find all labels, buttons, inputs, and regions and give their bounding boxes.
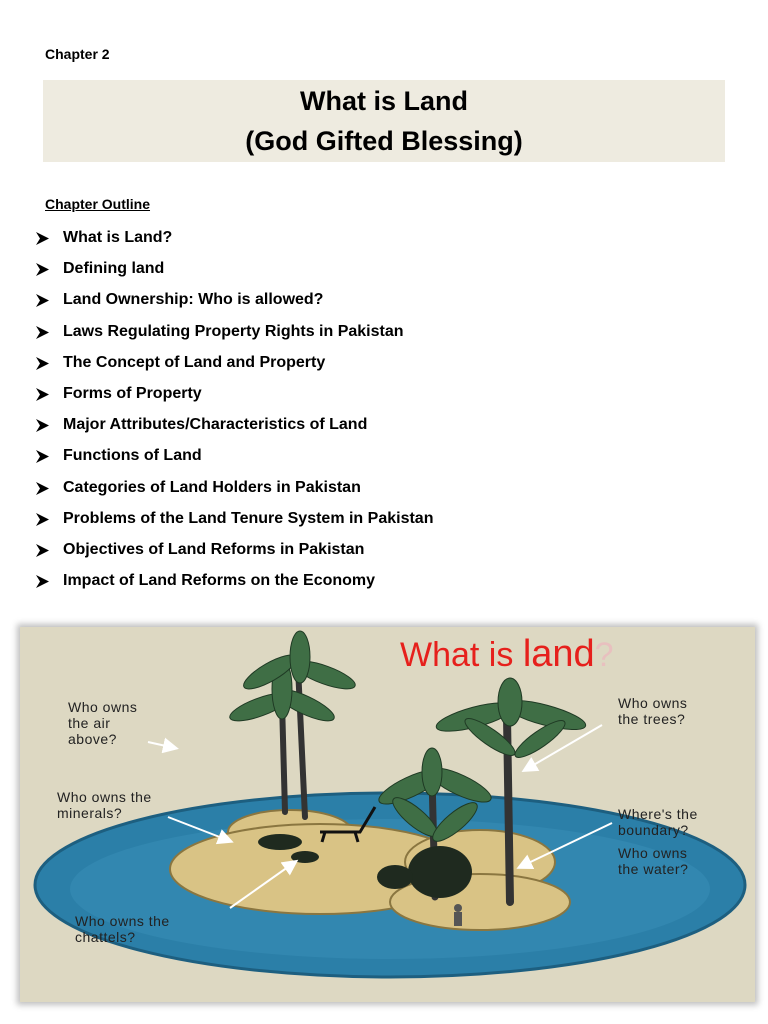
label-water: Who owns the water? bbox=[618, 845, 689, 877]
label-trees: Who owns the trees? bbox=[618, 695, 688, 727]
arrow-bullet-icon bbox=[36, 291, 63, 312]
list-item-label: Defining land bbox=[63, 260, 165, 278]
person-figure bbox=[454, 904, 462, 926]
list-item bbox=[36, 229, 433, 260]
page-subtitle: (God Gifted Blessing) bbox=[245, 126, 523, 156]
list-item-label: Impact of Land Reforms on the Economy bbox=[63, 572, 376, 590]
figure-title-mark: ? bbox=[594, 636, 614, 674]
figure-title-word: land bbox=[522, 633, 595, 675]
list-item bbox=[36, 572, 433, 603]
list-item bbox=[36, 291, 433, 322]
arrow-bullet-icon bbox=[36, 572, 63, 593]
list-item bbox=[36, 541, 433, 572]
chapter-label: Chapter 2 bbox=[45, 46, 110, 62]
list-item bbox=[36, 260, 433, 291]
arrow-bullet-icon bbox=[36, 479, 63, 500]
page-title: What is Land bbox=[300, 86, 468, 116]
title-box bbox=[43, 80, 725, 162]
list-item-label: Laws Regulating Property Rights in Pakistan bbox=[63, 322, 404, 340]
arrow-bullet-icon bbox=[36, 260, 63, 281]
list-item bbox=[36, 416, 433, 447]
arrow-bullet-icon bbox=[36, 323, 63, 344]
arrow-bullet-icon bbox=[36, 385, 63, 406]
arrow-bullet-icon bbox=[36, 510, 63, 531]
figure-title-prefix: What is bbox=[400, 636, 523, 674]
list-item-label: Forms of Property bbox=[63, 384, 202, 402]
arrow-bullet-icon bbox=[36, 354, 63, 375]
arrow-bullet-icon bbox=[36, 541, 63, 562]
outline-list bbox=[36, 229, 433, 603]
list-item bbox=[36, 385, 433, 416]
list-item-label: The Concept of Land and Property bbox=[63, 353, 326, 371]
label-air: Who owns the air above? bbox=[68, 699, 138, 747]
arrow-bullet-icon bbox=[36, 416, 63, 437]
list-item-label: Major Attributes/Characteristics of Land bbox=[63, 416, 368, 434]
list-item-label: Functions of Land bbox=[63, 447, 202, 465]
list-item bbox=[36, 323, 433, 354]
outline-heading: Chapter Outline bbox=[45, 196, 151, 212]
list-item bbox=[36, 510, 433, 541]
label-minerals: Who owns the minerals? bbox=[57, 789, 152, 821]
list-item bbox=[36, 354, 433, 385]
arrow-bullet-icon bbox=[36, 447, 63, 468]
list-item bbox=[36, 447, 433, 478]
list-item-label: Objectives of Land Reforms in Pakistan bbox=[63, 540, 365, 558]
list-item-label: What is Land? bbox=[63, 229, 173, 246]
label-boundary: Where's the boundary? bbox=[618, 806, 698, 838]
list-item-label: Categories of Land Holders in Pakistan bbox=[63, 478, 361, 496]
island-illustration bbox=[20, 627, 755, 1002]
arrow-bullet-icon bbox=[36, 229, 63, 250]
label-chattels: Who owns the chattels? bbox=[75, 913, 170, 945]
figure-title bbox=[400, 633, 614, 676]
list-item-label: Problems of the Land Tenure System in Pakistan bbox=[63, 509, 434, 527]
list-item-label: Land Ownership: Who is allowed? bbox=[63, 291, 324, 309]
list-item bbox=[36, 479, 433, 510]
